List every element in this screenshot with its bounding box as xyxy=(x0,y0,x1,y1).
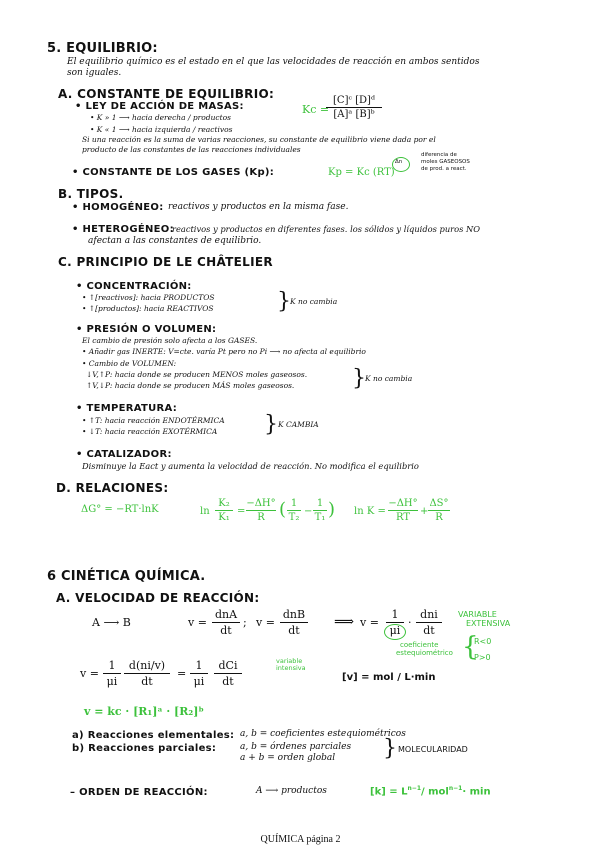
one-over-mu-3 xyxy=(190,659,208,688)
kc-fraction-bar xyxy=(326,107,382,108)
lnk-plus: + xyxy=(420,506,429,517)
extensive-variable-label-2: EXTENSIVA xyxy=(466,619,511,628)
reaction-order-label: – ORDEN DE REACCIÓN: xyxy=(70,787,208,798)
subsection-a-title: A. CONSTANTE DE EQUILIBRIO: xyxy=(58,87,275,101)
sum-of-reactions-line-2: producto de las constantes de las reacciones individuales xyxy=(82,145,301,154)
minus-dh: −ΔH° xyxy=(246,498,276,509)
lnk-lhs: ln K = xyxy=(354,506,386,517)
ds: ΔS° xyxy=(429,498,449,509)
reaction-a-to-b: A ⟶ B xyxy=(92,616,131,629)
mu-i-2: μi xyxy=(106,675,118,688)
homogeneous-text: reactivos y productos en la misma fase. xyxy=(168,202,349,212)
rate-3-dot: · xyxy=(408,616,412,629)
k-ratio-bar xyxy=(215,510,233,511)
rt: RT xyxy=(395,512,411,523)
dnb-over-dt xyxy=(280,608,308,637)
rate-separator: ; xyxy=(243,616,247,629)
one-over-t2 xyxy=(287,498,301,523)
open-paren: ( xyxy=(279,499,287,520)
rate-1-lhs: v = xyxy=(188,616,207,629)
dna: dnA xyxy=(214,608,238,621)
dh-over-rt-bar xyxy=(388,510,418,511)
pressure-gases-note: El cambio de presión solo afecta a los GASES. xyxy=(82,336,258,345)
dci: dCi xyxy=(218,659,238,672)
temperature-increase: • ↑T: hacia reacción ENDOTÉRMICA xyxy=(82,416,225,425)
implies-arrow: ⟹ xyxy=(334,614,355,630)
ds-over-r-bar xyxy=(428,510,450,511)
r-constant-2: R xyxy=(435,512,443,523)
one-mu-bar-2 xyxy=(103,673,121,674)
minus-dh-2: −ΔH° xyxy=(388,498,418,509)
dci-over-dt xyxy=(214,659,242,688)
rate-4-lhs: v = xyxy=(80,667,99,680)
volume-change-heading: • Cambio de VOLUMEN: xyxy=(82,359,177,368)
one-over-mu-2 xyxy=(103,659,121,688)
one-mu-bar xyxy=(386,622,404,623)
molecularity-brace: } xyxy=(383,736,397,761)
rate-2-lhs: v = xyxy=(256,616,275,629)
r-constant: R xyxy=(257,512,265,523)
catalyst-text: Disminuye la Eact y aumenta la velocidad de reacción. No modifica el equilibrio xyxy=(82,461,419,471)
gas-constant-heading: • CONSTANTE DE LOS GASES (Kp): xyxy=(72,167,275,178)
sign-brace: { xyxy=(462,632,479,662)
t1: T₁ xyxy=(314,512,326,523)
one-over-t1 xyxy=(313,498,327,523)
kp-formula: Kp = Kc (RT) xyxy=(328,167,395,178)
minus-dh-over-r xyxy=(246,498,276,523)
inert-gas-note: • Añadir gas INERTE: V=cte. varía Pt pero no Pi ⟶ no afecta al equilibrio xyxy=(82,347,366,356)
temperature-decrease: • ↓T: hacia reacción EXOTÉRMICA xyxy=(82,427,218,436)
concentration-products: • ↑[productos]: hacia REACTIVOS xyxy=(82,304,214,313)
dt-1: dt xyxy=(220,624,232,637)
k-units-min: · min xyxy=(462,786,491,798)
subsection-b-title: B. TIPOS. xyxy=(58,187,124,201)
mu-i-3: μi xyxy=(193,675,205,688)
stoich-coefficient-label-2: estequiométrico xyxy=(396,649,453,657)
one-mu-num-2: 1 xyxy=(108,659,116,672)
heterogeneous-text-line-1: reactivos y productos en diferentes fases. los sólidos y líquidos puros NO xyxy=(172,224,481,234)
pressure-k-note: K no cambia xyxy=(365,374,413,383)
section-5-title: 5. EQUILIBRIO: xyxy=(47,41,158,56)
concentration-brace: } xyxy=(277,289,291,314)
dt-3: dt xyxy=(423,624,435,637)
concentration-reactants: • ↑[reactivos]: hacia PRODUCTOS xyxy=(82,293,215,302)
page-footer: QUÍMICA página 2 xyxy=(260,834,341,845)
intensive-variable-label-1: variable xyxy=(276,657,303,665)
kc-fraction xyxy=(326,95,382,120)
equilibrium-definition-line-1: El equilibrio químico es el estado en el que las velocidades de reacción en ambos sentidos xyxy=(67,57,480,67)
intensive-variable-label-2: intensiva xyxy=(276,664,306,672)
rate-constant-units xyxy=(370,786,491,797)
d-ni-v-over-dt xyxy=(124,659,170,688)
law-of-mass-action-heading: • LEY DE ACCIÓN DE MASAS: xyxy=(75,101,244,112)
section-6-title: 6 CINÉTICA QUÍMICA. xyxy=(47,569,206,584)
rate-3-lhs: v = xyxy=(360,616,379,629)
kc-numerator: [C]ᶜ [D]ᵈ xyxy=(333,95,375,106)
reaction-rate-title: A. VELOCIDAD DE REACCIÓN: xyxy=(56,591,260,605)
one-mu-num-3: 1 xyxy=(195,659,203,672)
one-mu-num: 1 xyxy=(391,608,399,621)
gibbs-relation: ΔG° = −RT·lnK xyxy=(81,504,159,515)
k2: K₂ xyxy=(218,498,230,509)
heterogeneous-text-line-2: afectan a las constantes de equilibrio. xyxy=(88,236,262,246)
dt-5: dt xyxy=(222,675,234,688)
temperature-brace: } xyxy=(264,412,278,437)
ds-over-r xyxy=(428,498,450,523)
vant-hoff-equals: = xyxy=(237,506,246,517)
delta-n-note-line-2: moles GASEOSOS xyxy=(421,159,470,165)
t2-bar xyxy=(287,510,301,511)
elementary-reactions-label: a) Reacciones elementales: xyxy=(72,730,235,741)
dni: dni xyxy=(420,608,438,621)
rate-units: [v] = mol / L·min xyxy=(342,672,436,683)
kc-denominator: [A]ᵃ [B]ᵇ xyxy=(333,109,375,120)
vant-hoff-minus: − xyxy=(304,506,313,517)
elementary-reactions-text: a, b = coeficientes estequiométricos xyxy=(240,729,406,739)
molecularity-label: MOLECULARIDAD xyxy=(398,745,468,754)
reactant-negative: R<0 xyxy=(474,637,492,646)
concentration-k-note: K no cambia xyxy=(290,297,338,306)
k-units-base: [k] = L xyxy=(370,786,408,798)
global-order-text: a + b = orden global xyxy=(240,753,336,763)
dna-bar xyxy=(212,622,240,623)
homogeneous-label: • HOMOGÉNEO: xyxy=(72,202,164,213)
k-less-than-one: • K « 1 ⟶ hacia izquierda / reactivos xyxy=(90,125,233,134)
dt-2: dt xyxy=(288,624,300,637)
mu-i: μi xyxy=(389,624,401,637)
heterogeneous-label: • HETEROGÉNEO: xyxy=(72,224,174,235)
close-paren: ) xyxy=(328,499,336,520)
dt-4: dt xyxy=(141,675,153,688)
subsection-d-title: D. RELACIONES: xyxy=(56,481,169,495)
reaction-order-equation: A ⟶ productos xyxy=(256,786,327,796)
extensive-variable-label-1: VARIABLE xyxy=(458,610,497,619)
partial-reactions-label: b) Reacciones parciales: xyxy=(72,743,217,754)
delta-n-note-line-1: diferencia de xyxy=(421,152,457,158)
kc-label: Kc = xyxy=(302,103,330,116)
dh-over-r-bar xyxy=(246,510,276,511)
dci-bar xyxy=(214,673,242,674)
subsection-c-title: C. PRINCIPIO DE LE CHÂTELIER xyxy=(58,255,273,269)
d-ni-v: d(ni/v) xyxy=(128,659,166,672)
volume-increase-note: ↑V,↓P: hacia donde se producen MÁS moles gaseosos. xyxy=(86,381,295,390)
rate-law: v = kc · [R₁]ᵃ · [R₂]ᵇ xyxy=(84,705,204,718)
pressure-brace: } xyxy=(352,366,366,391)
k-units-mol: / mol xyxy=(421,786,449,798)
k-greater-than-one: • K » 1 ⟶ hacia derecha / productos xyxy=(90,113,231,122)
d-ni-v-bar xyxy=(124,673,170,674)
catalyst-heading: • CATALIZADOR: xyxy=(76,449,172,460)
temperature-k-note: K CAMBIA xyxy=(278,420,319,429)
t1-bar xyxy=(313,510,327,511)
dna-over-dt xyxy=(212,608,240,637)
product-positive: P>0 xyxy=(474,653,491,662)
partial-orders-text: a, b = órdenes parciales xyxy=(240,742,352,752)
pressure-volume-heading: • PRESIÓN O VOLUMEN: xyxy=(76,324,217,335)
delta-n-exponent: Δn xyxy=(395,159,403,165)
volume-decrease-note: ↓V,↑P: hacia donde se producen MENOS moles gaseosos. xyxy=(86,370,308,379)
rate-4-equals: = xyxy=(177,667,187,680)
sum-of-reactions-line-1: Si una reacción es la suma de varias reacciones, su constante de equilibrio viene dada por el xyxy=(82,135,436,144)
k-units-exponent-1: n−1 xyxy=(407,785,421,792)
t2: T₂ xyxy=(288,512,300,523)
one-b: 1 xyxy=(316,498,324,509)
k2-over-k1 xyxy=(215,498,233,523)
dnb: dnB xyxy=(282,608,306,621)
one-mu-bar-3 xyxy=(190,673,208,674)
dni-bar xyxy=(416,622,442,623)
dnb-bar xyxy=(280,622,308,623)
temperature-heading: • TEMPERATURA: xyxy=(76,403,178,414)
delta-n-note-line-3: de prod. a react. xyxy=(421,166,467,172)
mu-circle xyxy=(384,624,406,640)
k-units-exponent-2: n−1 xyxy=(448,785,463,792)
dni-over-dt xyxy=(416,608,442,637)
minus-dh-over-rt xyxy=(388,498,418,523)
equilibrium-definition-line-2: son iguales. xyxy=(67,68,122,78)
one-a: 1 xyxy=(290,498,298,509)
stoich-coefficient-label-1: coeficiente xyxy=(400,641,439,649)
k1: K₁ xyxy=(218,512,230,523)
vant-hoff-ln: ln xyxy=(200,506,210,517)
concentration-heading: • CONCENTRACIÓN: xyxy=(76,281,192,292)
